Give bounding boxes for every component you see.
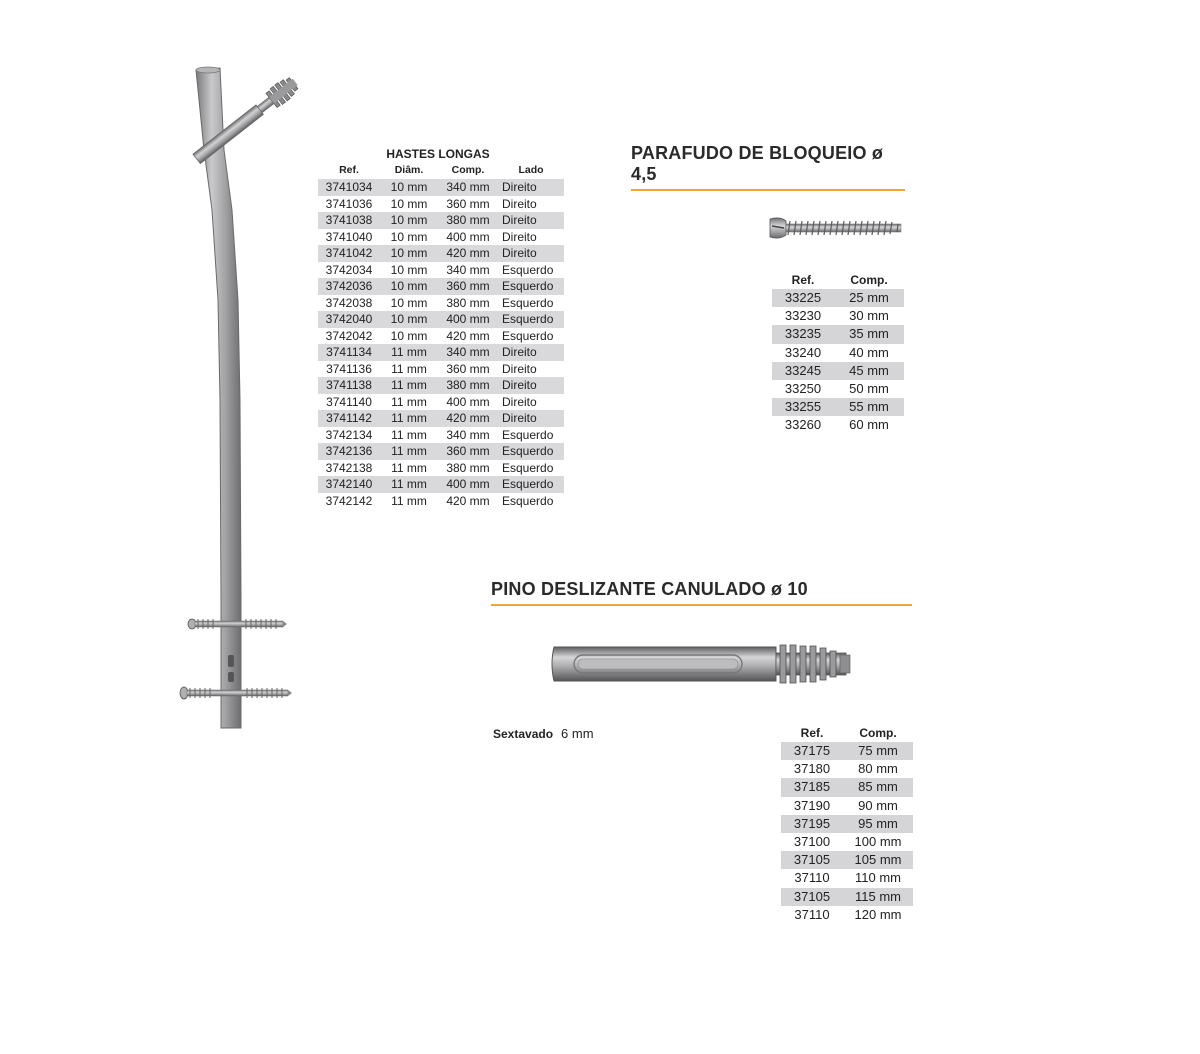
table-body	[781, 742, 913, 924]
table-row	[781, 906, 913, 924]
table-cell: Esquerdo	[502, 328, 554, 343]
table-cell: 3741134	[326, 345, 372, 359]
table-cell: 50 mm	[849, 380, 889, 396]
table-cell: 37180	[793, 761, 831, 777]
table-cell: 3741034	[325, 180, 373, 194]
table-cell: 3741036	[325, 196, 373, 211]
header-ref: Ref.	[339, 164, 359, 176]
table-row	[772, 380, 904, 398]
header-comp: Comp.	[451, 164, 485, 176]
table-cell: 340 mm	[446, 262, 490, 277]
table-row	[781, 888, 913, 906]
table-cell: Esquerdo	[502, 295, 554, 310]
table-row	[318, 295, 564, 312]
table-cell: 3742140	[325, 477, 373, 491]
table-row	[318, 196, 564, 213]
table-row	[772, 362, 904, 380]
table-row	[318, 476, 564, 493]
table-cell: 80 mm	[858, 761, 898, 777]
section-title-pino: PINO DESLIZANTE CANULADO ø 10	[491, 579, 912, 606]
header-lado: Lado	[518, 164, 544, 176]
table-cell: Esquerdo	[502, 312, 554, 326]
table-cell: Direito	[502, 378, 537, 392]
table-cell: 3742036	[325, 279, 373, 293]
table-row	[781, 815, 913, 833]
table-cell: 85 mm	[858, 779, 898, 795]
table-cell: Direito	[502, 180, 537, 194]
table-row	[772, 289, 904, 307]
table-header	[318, 161, 564, 179]
table-row	[318, 427, 564, 444]
table-cell: 10 mm	[390, 279, 428, 293]
header-ref: Ref.	[800, 726, 824, 740]
table-row	[772, 416, 904, 434]
table-row	[318, 377, 564, 394]
table-cell: 33260	[784, 417, 822, 433]
table-cell: 25 mm	[849, 290, 889, 305]
table-cell: 30 mm	[849, 308, 889, 324]
table-cell: 11 mm	[391, 361, 427, 376]
table-cell: 3742038	[325, 295, 373, 310]
table-cell: Esquerdo	[502, 444, 554, 458]
table-row	[318, 245, 564, 262]
table-cell: Direito	[502, 345, 537, 359]
table-title: HASTES LONGAS	[386, 147, 490, 161]
table-cell: 105 mm	[854, 852, 902, 868]
table-row	[781, 760, 913, 778]
table-row	[318, 179, 564, 196]
table-cell: 37185	[793, 779, 831, 795]
table-cell: 37100	[793, 833, 831, 849]
table-cell: 11 mm	[391, 394, 427, 409]
table-row	[318, 493, 564, 510]
table-cell: 115 mm	[855, 888, 901, 904]
table-cell: Direito	[502, 246, 537, 260]
table-cell: 55 mm	[849, 399, 889, 415]
table-row	[781, 742, 913, 760]
table-row	[318, 212, 564, 229]
table-row	[318, 394, 564, 411]
table-cell: 10 mm	[390, 246, 428, 260]
table-cell: 3742042	[325, 328, 373, 343]
table-cell: Esquerdo	[502, 493, 554, 508]
table-cell: 33235	[784, 326, 822, 342]
hastes-longas-table	[318, 147, 564, 509]
table-cell: Direito	[502, 213, 537, 227]
sextavado-spec	[493, 726, 594, 741]
table-cell: 380 mm	[446, 295, 490, 310]
table-cell: 400 mm	[446, 312, 490, 326]
table-cell: 37110	[794, 906, 830, 922]
table-cell: Esquerdo	[502, 262, 554, 277]
table-cell: 380 mm	[446, 378, 490, 392]
table-cell: 100 mm	[854, 833, 902, 849]
table-row	[318, 443, 564, 460]
table-cell: 3741040	[325, 229, 373, 244]
table-cell: 33250	[784, 380, 822, 396]
table-row	[781, 833, 913, 851]
table-cell: Direito	[502, 229, 537, 244]
table-cell: Direito	[502, 411, 537, 425]
table-cell: 11 mm	[391, 493, 427, 508]
table-row	[781, 869, 913, 887]
table-cell: 75 mm	[858, 743, 898, 758]
table-cell: Direito	[502, 196, 537, 211]
table-cell: 37175	[793, 743, 831, 758]
table-cell: 37105	[793, 852, 831, 868]
table-cell: 420 mm	[446, 246, 490, 260]
table-cell: 33230	[784, 308, 822, 324]
table-row	[772, 325, 904, 343]
table-row	[772, 398, 904, 416]
table-cell: 10 mm	[390, 213, 428, 227]
table-row	[318, 460, 564, 477]
table-row	[318, 311, 564, 328]
table-cell: 11 mm	[391, 345, 427, 359]
table-cell: 380 mm	[446, 460, 490, 475]
pino-table	[781, 724, 913, 924]
table-body	[318, 179, 564, 509]
table-cell: 11 mm	[391, 444, 427, 458]
table-cell: 420 mm	[446, 328, 490, 343]
table-cell: 120 mm	[854, 906, 902, 922]
table-cell: 360 mm	[446, 279, 490, 293]
table-cell: 37105	[793, 888, 831, 904]
table-cell: 360 mm	[446, 444, 490, 458]
table-cell: 35 mm	[849, 326, 889, 342]
table-cell: 10 mm	[390, 312, 428, 326]
table-cell: 3741038	[325, 213, 373, 227]
table-cell: 95 mm	[858, 815, 898, 831]
table-cell: 3742040	[325, 312, 373, 326]
table-cell: 60 mm	[849, 417, 889, 433]
table-cell: 420 mm	[446, 493, 490, 508]
table-cell: 10 mm	[390, 295, 428, 310]
table-cell: 360 mm	[446, 196, 490, 211]
table-cell: 33240	[784, 344, 822, 360]
header-ref: Ref.	[791, 273, 815, 287]
header-comp: Comp.	[850, 273, 888, 287]
sextavado-label: Sextavado	[493, 727, 554, 741]
table-row	[318, 410, 564, 427]
table-row	[318, 262, 564, 279]
table-cell: 3741136	[326, 361, 372, 376]
table-cell: 37195	[793, 815, 831, 831]
table-cell: 33225	[784, 290, 822, 305]
table-cell: 340 mm	[446, 427, 490, 442]
table-cell: 340 mm	[446, 345, 490, 359]
table-cell: 3742142	[325, 493, 373, 508]
table-row	[318, 361, 564, 378]
table-cell: 3741142	[326, 411, 372, 425]
table-cell: 400 mm	[446, 394, 490, 409]
table-cell: 3742034	[325, 262, 373, 277]
table-cell: 3741042	[325, 246, 373, 260]
locking-screw-image	[766, 213, 906, 243]
table-cell: 33245	[784, 362, 822, 378]
table-cell: Direito	[502, 394, 537, 409]
table-cell: 360 mm	[446, 361, 490, 376]
table-cell: 380 mm	[446, 213, 490, 227]
table-cell: 110 mm	[855, 870, 901, 886]
table-body	[772, 289, 904, 435]
table-row	[318, 344, 564, 361]
table-cell: 10 mm	[390, 328, 428, 343]
table-cell: Esquerdo	[502, 279, 554, 293]
table-row	[772, 307, 904, 325]
table-cell: 340 mm	[446, 180, 490, 194]
sextavado-value: 6 mm	[561, 726, 594, 741]
table-cell: 400 mm	[446, 229, 490, 244]
table-row	[781, 778, 913, 796]
sliding-pin-image	[548, 641, 858, 687]
table-cell: 11 mm	[391, 427, 427, 442]
table-cell: 420 mm	[446, 411, 490, 425]
table-cell: 11 mm	[391, 477, 427, 491]
table-cell: 10 mm	[390, 262, 428, 277]
table-row	[318, 328, 564, 345]
table-cell: 11 mm	[391, 378, 427, 392]
table-cell: 37110	[794, 870, 830, 886]
header-diam: Diâm.	[394, 164, 424, 176]
table-cell: 3742138	[325, 460, 373, 475]
table-cell: Esquerdo	[502, 460, 554, 475]
table-row	[781, 797, 913, 815]
table-cell: 3742134	[325, 427, 373, 442]
table-cell: 400 mm	[446, 477, 490, 491]
table-cell: Direito	[502, 361, 537, 376]
table-cell: 90 mm	[858, 797, 898, 813]
table-cell: Esquerdo	[502, 477, 554, 491]
table-cell: 3741140	[326, 394, 372, 409]
table-cell: 10 mm	[390, 229, 428, 244]
table-row	[318, 278, 564, 295]
table-header	[781, 724, 913, 742]
table-row	[781, 851, 913, 869]
table-cell: 11 mm	[391, 460, 427, 475]
section-title-parafuso: PARAFUDO DE BLOQUEIO ø 4,5	[631, 143, 905, 191]
table-cell: 3741138	[326, 378, 372, 392]
table-row	[772, 344, 904, 362]
table-cell: 11 mm	[391, 411, 427, 425]
table-cell: 3742136	[325, 444, 373, 458]
table-cell: 37190	[793, 797, 831, 813]
table-cell: Esquerdo	[502, 427, 554, 442]
table-cell: 33255	[784, 399, 822, 415]
table-cell: 10 mm	[390, 180, 428, 194]
table-cell: 40 mm	[849, 344, 889, 360]
table-cell: 10 mm	[390, 196, 428, 211]
table-row	[318, 229, 564, 246]
parafuso-table	[772, 271, 904, 435]
header-comp: Comp.	[859, 726, 897, 740]
table-header	[772, 271, 904, 289]
table-cell: 45 mm	[849, 362, 889, 378]
